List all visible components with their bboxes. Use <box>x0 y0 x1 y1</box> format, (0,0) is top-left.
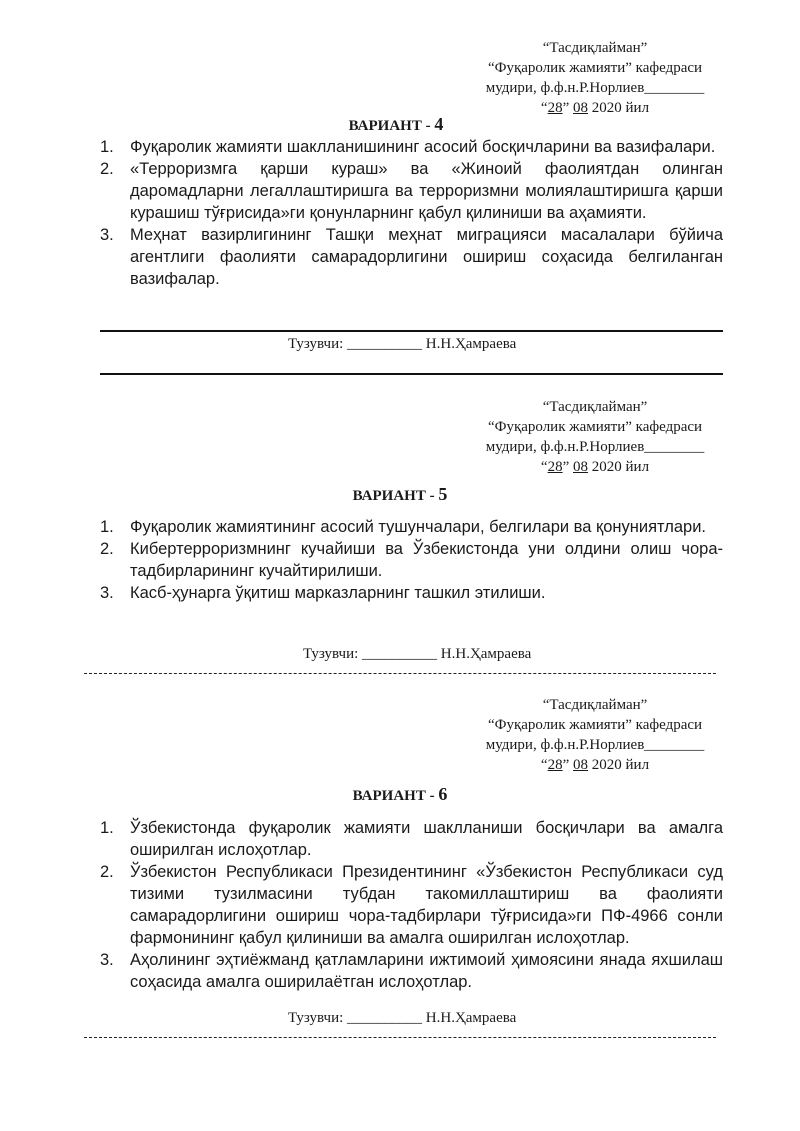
compiler-name: Н.Н.Ҳамраева <box>440 646 532 662</box>
variant-number: 5 <box>438 484 448 504</box>
approval-date: “28” 08 2020 йил <box>540 459 650 475</box>
separator-rule <box>100 330 723 332</box>
question-number: 1. <box>100 518 114 536</box>
compiler-label: Тузувчи: <box>288 336 344 352</box>
question-number: 2. <box>100 863 114 881</box>
question-item <box>100 861 723 949</box>
question-number: 1. <box>100 819 114 837</box>
variant-heading <box>0 784 800 805</box>
approval-date: “28” 08 2020 йил <box>540 100 650 116</box>
variant-number: 6 <box>438 784 448 804</box>
approval-year: 2020 йил <box>591 757 650 773</box>
approval-title: “Тасдиқлайман” <box>542 697 648 713</box>
approval-day: 28 <box>547 757 563 773</box>
question-item <box>100 538 723 582</box>
variant-number: 4 <box>434 114 444 134</box>
dashed-separator <box>84 673 716 674</box>
approval-head: мудири, ф.ф.н.Р.Норлиев________ <box>485 737 705 753</box>
approval-title: “Тасдиқлайман” <box>542 399 648 415</box>
question-list <box>100 817 723 993</box>
approval-department: “Фуқаролик жамияти” кафедраси <box>487 717 703 733</box>
variant-heading-prefix: ВАРИАНТ - <box>348 118 435 134</box>
question-text: Кибертерроризмнинг кучайиши ва Ўзбекистонда уни олдини олиш чора-тадбирларининг кучайтирилиши. <box>130 540 723 580</box>
compiler-name: Н.Н.Ҳамраева <box>425 1010 517 1026</box>
compiler-blank: __________ <box>362 646 438 662</box>
approval-month: 08 <box>573 459 589 475</box>
question-text: Аҳолининг эҳтиёжманд қатламларини ижтимоий ҳимоясини янада яхшилаш соҳасида амалга оширилаётган ислоҳотлар. <box>130 951 723 991</box>
question-item <box>100 224 723 290</box>
compiler-line <box>303 645 531 663</box>
question-item <box>100 136 723 158</box>
compiler-blank: __________ <box>347 1010 423 1026</box>
variant-heading <box>0 484 800 505</box>
question-text: Касб-ҳунарга ўқитиш марказларнинг ташкил этилиши. <box>130 584 546 602</box>
question-text: «Терроризмга қарши кураш» ва «Жиноий фаолиятдан олинган даромадларни легаллаштиришга ва терроризмни молиялаштиришга қарши курашиш тўғрисида»ги қонунларнинг қабул қилиниши ва аҳамияти. <box>130 160 723 222</box>
question-text: Ўзбекистон Республикаси Президентининг «Ўзбекистон Республикаси суд тизими тузилмасини тубдан такомиллаштириш ва фаолияти самарадорлигини ошириш чора-тадбирлари тўғрисида»ги ПФ-4966 сонли фармонининг қабул қилиниши ва амалга оширилган ислоҳотлар. <box>130 863 723 947</box>
approval-block <box>470 397 720 477</box>
variant-heading <box>0 114 796 135</box>
approval-department: “Фуқаролик жамияти” кафедраси <box>487 60 703 76</box>
approval-month: 08 <box>573 757 589 773</box>
separator-rule <box>100 373 723 375</box>
question-item <box>100 949 723 993</box>
approval-block <box>470 38 720 118</box>
approval-date: “28” 08 2020 йил <box>540 757 650 773</box>
variant-heading-prefix: ВАРИАНТ - <box>352 488 439 504</box>
compiler-label: Тузувчи: <box>288 1010 344 1026</box>
question-number: 3. <box>100 951 114 969</box>
question-number: 3. <box>100 584 114 602</box>
question-list <box>100 136 723 290</box>
question-number: 2. <box>100 160 114 178</box>
question-number: 3. <box>100 226 114 244</box>
question-item <box>100 817 723 861</box>
compiler-line <box>288 1009 516 1027</box>
compiler-blank: __________ <box>347 336 423 352</box>
question-number: 2. <box>100 540 114 558</box>
approval-day: 28 <box>547 100 563 116</box>
approval-year: 2020 йил <box>591 100 650 116</box>
approval-title: “Тасдиқлайман” <box>542 40 648 56</box>
question-text: Фуқаролик жамиятининг асосий тушунчалари, белгилари ва қонуниятлари. <box>130 518 707 536</box>
compiler-label: Тузувчи: <box>303 646 359 662</box>
approval-month: 08 <box>573 100 589 116</box>
question-item <box>100 158 723 224</box>
question-number: 1. <box>100 138 114 156</box>
approval-day: 28 <box>547 459 563 475</box>
dashed-separator <box>84 1037 716 1038</box>
question-text: Фуқаролик жамияти шаклланишининг асосий босқичларини ва вазифалари. <box>130 138 716 156</box>
question-item <box>100 516 723 538</box>
compiler-name: Н.Н.Ҳамраева <box>425 336 517 352</box>
question-text: Меҳнат вазирлигининг Ташқи меҳнат миграцияси масалалари бўйича агентлиги фаолияти самарадорлигини ошириш соҳасида белгиланган вазифалар. <box>130 226 723 288</box>
compiler-line <box>288 335 516 353</box>
approval-year: 2020 йил <box>591 459 650 475</box>
question-item <box>100 582 723 604</box>
approval-block <box>470 695 720 775</box>
question-list <box>100 516 723 604</box>
variant-heading-prefix: ВАРИАНТ - <box>352 788 439 804</box>
approval-department: “Фуқаролик жамияти” кафедраси <box>487 419 703 435</box>
approval-head: мудири, ф.ф.н.Р.Норлиев________ <box>485 80 705 96</box>
approval-head: мудири, ф.ф.н.Р.Норлиев________ <box>485 439 705 455</box>
question-text: Ўзбекистонда фуқаролик жамияти шаклланиши босқичлари ва амалга оширилган ислоҳотлар. <box>130 819 723 859</box>
